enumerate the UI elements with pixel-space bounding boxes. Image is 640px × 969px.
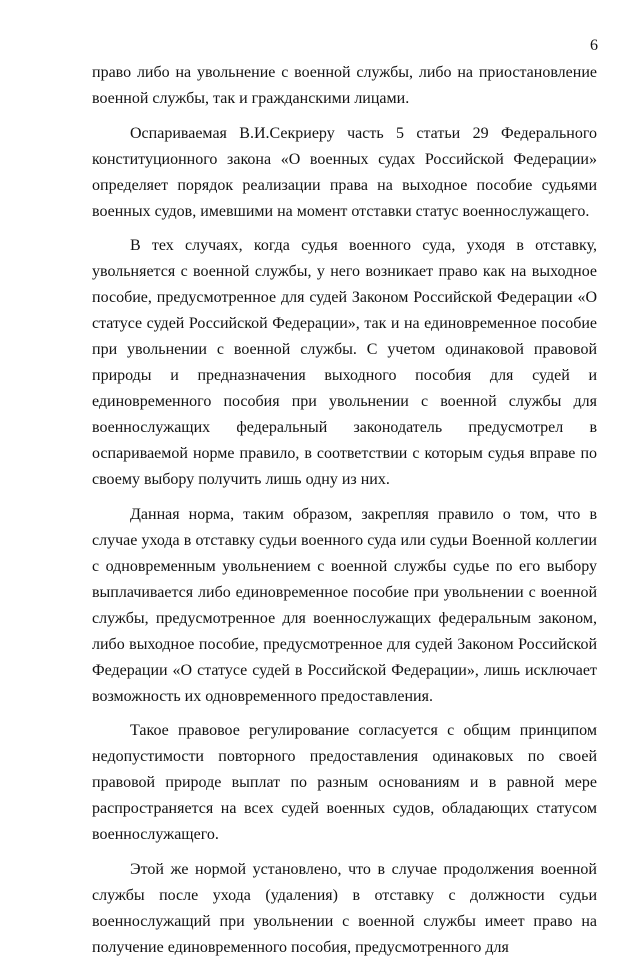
document-body [92, 60, 597, 969]
paragraph-3: В тех случаях, когда судья военного суда, уходя в отставку, увольняется с военной службы, у него возникает право как на выходное пособие, предусмотренное для судей Законом Российской Федерации «О статусе судей Российской Федерации», так и на единовременное пособие при увольнении с военной службы. С учетом одинаковой правовой природы и предназначения выходного пособия для судей и единовременного пособия при увольнении с военной службы для военнослужащих федеральный законодатель предусмотрел в оспариваемой норме правило, в соответствии с которым судья вправе по своему выбору получить лишь одну из них. [92, 237, 597, 488]
paragraph-6: Этой же нормой установлено, что в случае продолжения военной службы после ухода (удаления) в отставку с должности судьи военнослужащий при увольнении с военной службы имеет право на получение единовременного пособия, предусмотренного для [92, 860, 597, 956]
paragraph-1-continuation: право либо на увольнение с военной службы, либо на приостановление военной службы, так и гражданскими лицами. [92, 64, 597, 107]
paragraph-5: Такое правовое регулирование согласуется с общим принципом недопустимости повторного предоставления одинаковых по своей правовой природе выплат по разным основаниям и в равной мере распространяется на всех судей военных судов, обладающих статусом военнослужащего. [92, 722, 597, 843]
paragraph-4: Данная норма, таким образом, закрепляя правило о том, что в случае ухода в отставку судьи военного суда или судьи Военной коллегии с одновременным увольнением с военной службы судье по его выбору выплачивается либо единовременное пособие при увольнении с военной службы, предусмотренное для военнослужащих федеральным законом, либо выходное пособие, предусмотренное для судей Законом Российской Федерации «О статусе судей в Российской Федерации», лишь исключает возможность их одновременного предоставления. [92, 505, 597, 705]
paragraph-2: Оспариваемая В.И.Секриеру часть 5 статьи 29 Федерального конституционного закона «О военных судах Российской Федерации» определяет порядок реализации права на выходное пособие судьями военных судов, имевшими на момент отставки статус военнослужащего. [92, 124, 597, 220]
page-number: 6 [590, 37, 598, 54]
